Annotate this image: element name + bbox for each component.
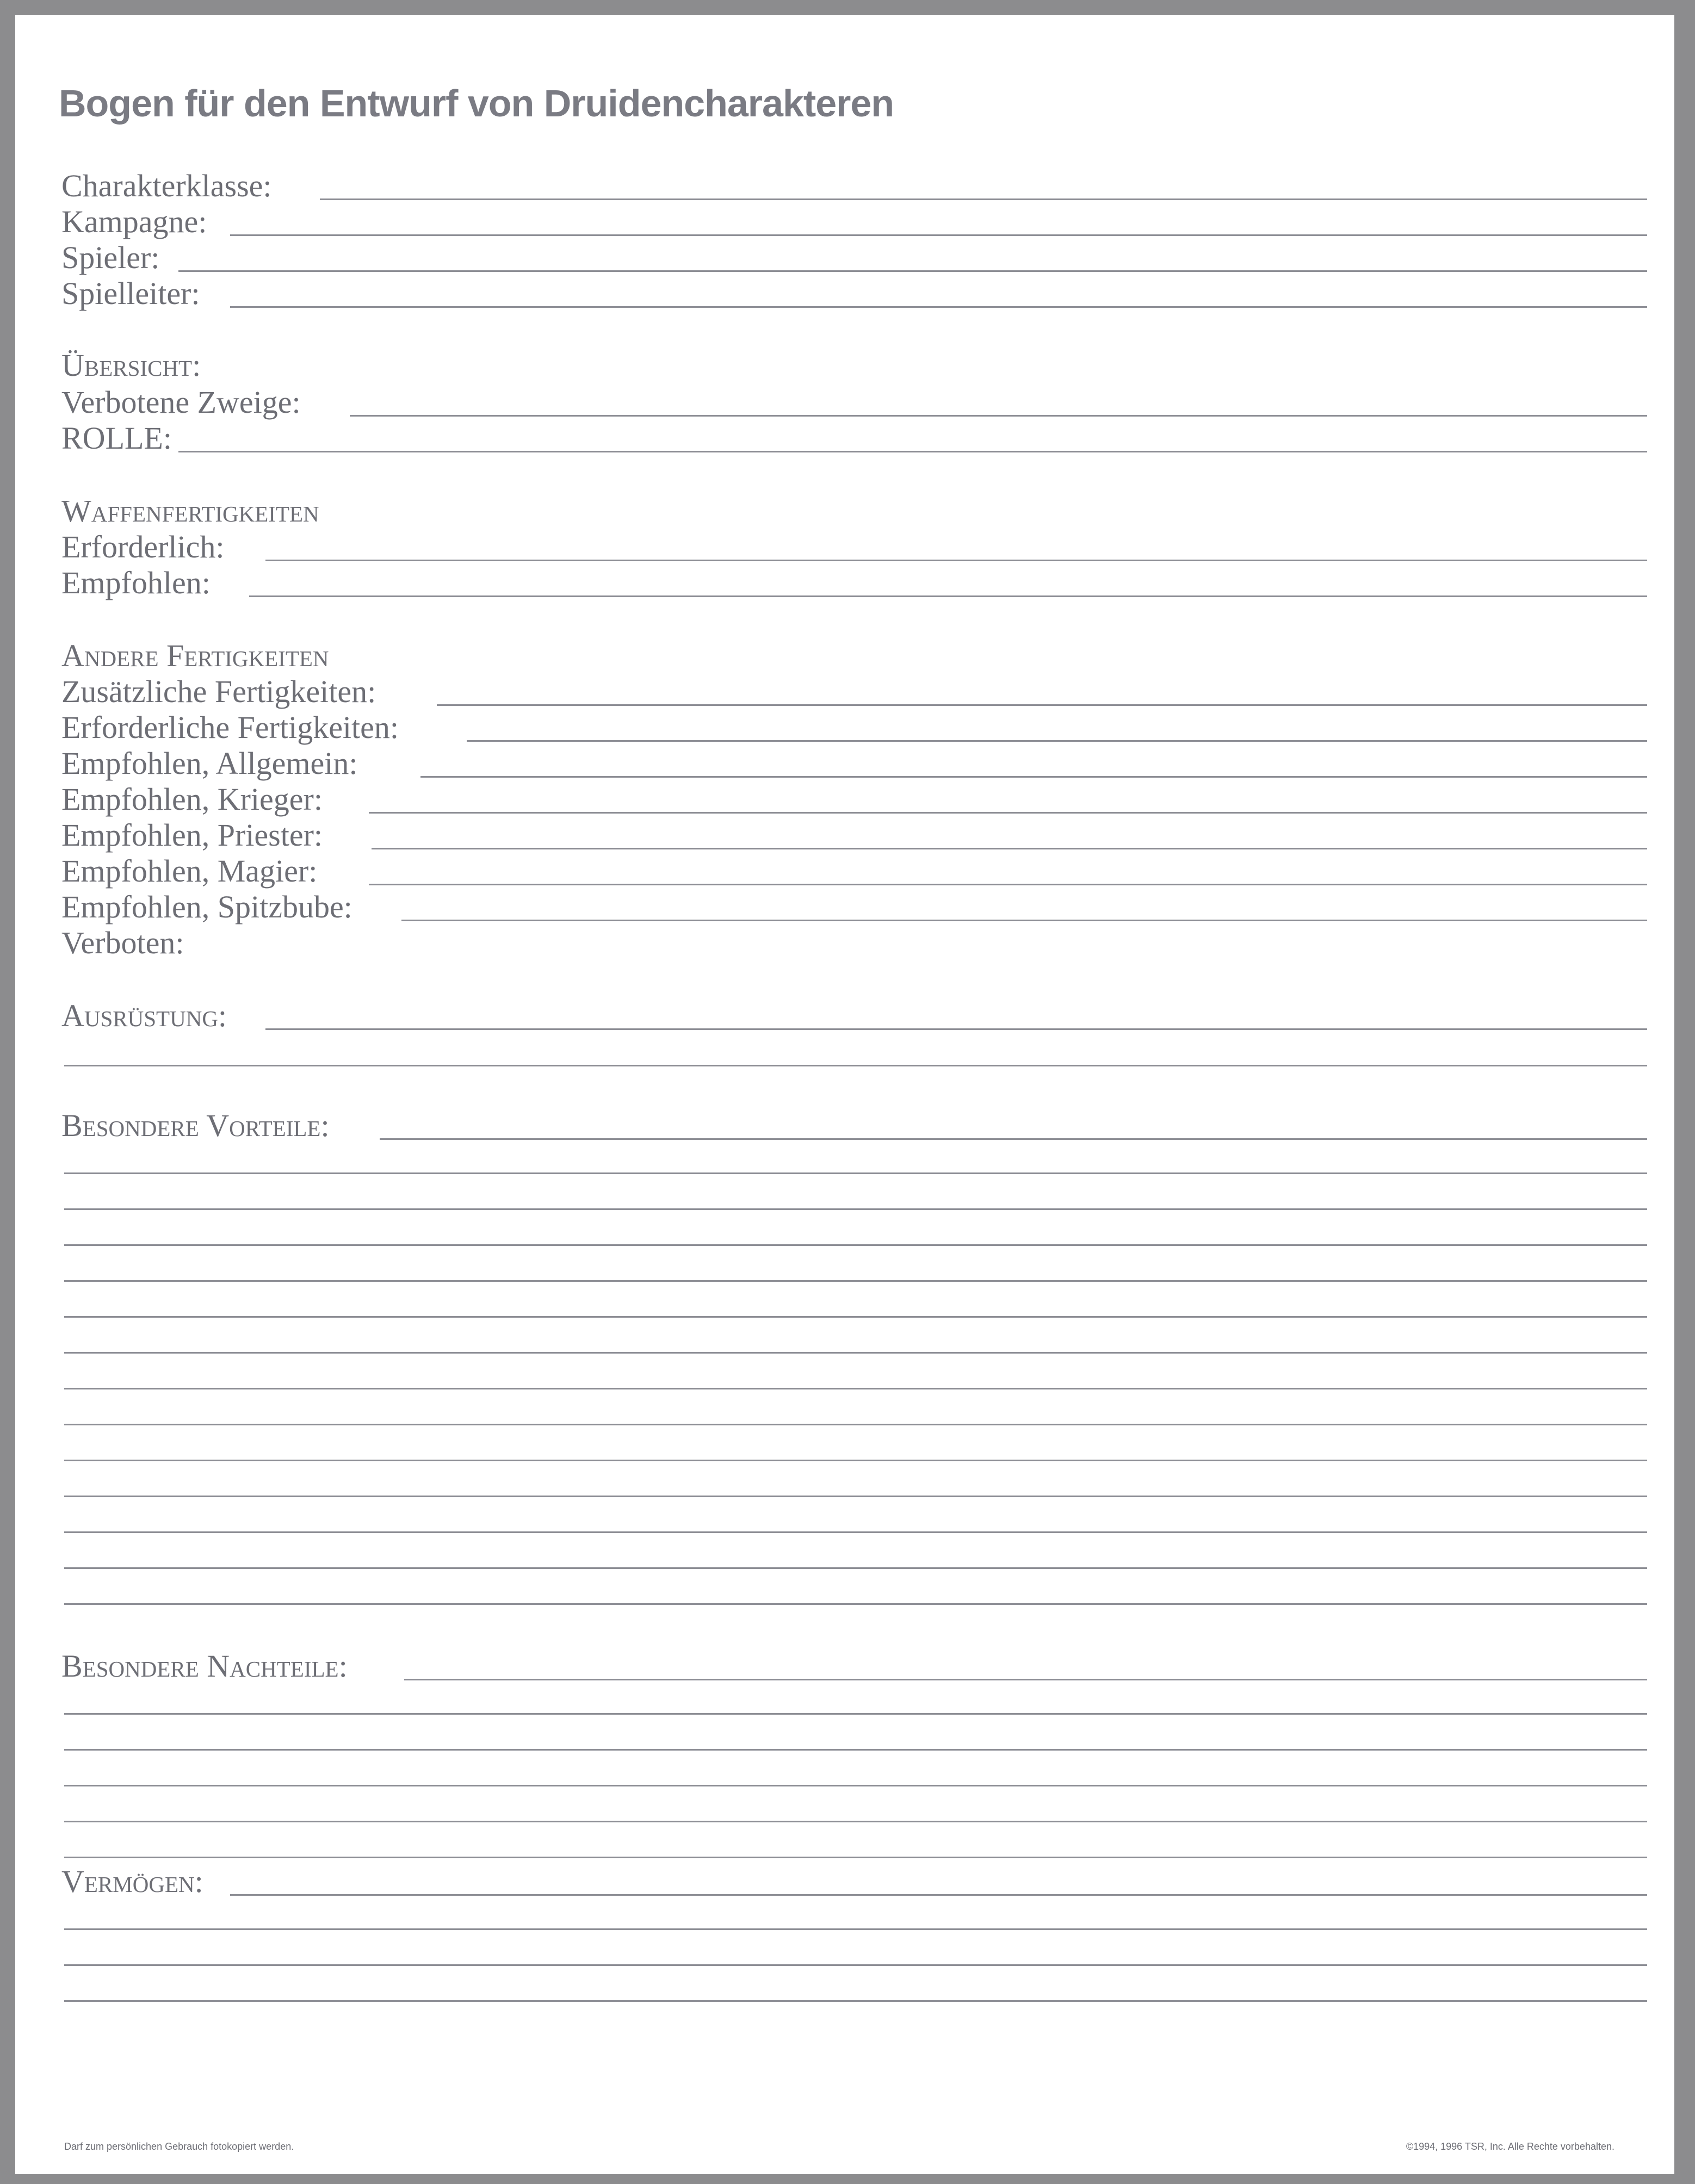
field-label: Erforderliche Fertigkeiten: — [61, 710, 402, 745]
field-weapon-required[interactable] — [61, 530, 1647, 564]
field-label: Verbotene Zweige: — [61, 385, 304, 420]
field-game-master[interactable] — [61, 276, 1647, 311]
field-label: Empfohlen: — [61, 566, 214, 600]
field-equipment[interactable] — [61, 998, 1647, 1033]
field-label: Besondere Vorteile: — [61, 1108, 333, 1143]
field-label: ROLLE: — [61, 421, 175, 456]
field-wealth[interactable] — [61, 1864, 1647, 1899]
field-forbidden-branches[interactable] — [61, 385, 1647, 420]
field-additional-skills[interactable] — [61, 674, 1647, 709]
field-rec-rogue[interactable] — [61, 890, 1647, 925]
field-special-benefits[interactable] — [61, 1108, 1647, 1143]
field-label: Spieler: — [61, 240, 163, 275]
field-player[interactable] — [61, 240, 1647, 275]
field-rec-warrior[interactable] — [61, 782, 1647, 817]
field-label: Charakterklasse: — [61, 169, 275, 203]
field-label: Kampagne: — [61, 204, 210, 239]
field-label: Verboten: — [61, 926, 188, 960]
field-forbidden[interactable] — [61, 926, 1647, 960]
page-title: Bogen für den Entwurf von Druidencharakteren — [59, 82, 894, 125]
field-required-skills[interactable] — [61, 710, 1647, 745]
field-special-hindrances[interactable] — [61, 1649, 1647, 1684]
footer-copyright: ©1994, 1996 TSR, Inc. Alle Rechte vorbehalten. — [1406, 2141, 1614, 2152]
field-label: Empfohlen, Magier: — [61, 854, 320, 889]
field-weapon-recommended[interactable] — [61, 566, 1647, 600]
section-heading-weapon-skills: Waffenfertigkeiten — [61, 493, 319, 529]
footer-photocopy-note: Darf zum persönlichen Gebrauch fotokopiert werden. — [64, 2141, 294, 2152]
field-campaign[interactable] — [61, 204, 1647, 239]
field-label: Vermögen: — [61, 1864, 207, 1899]
field-label: Empfohlen, Allgemein: — [61, 746, 361, 781]
field-label: Spielleiter: — [61, 276, 203, 311]
field-label: Empfohlen, Krieger: — [61, 782, 326, 817]
section-heading-overview: Übersicht: — [61, 348, 201, 383]
field-rec-priest[interactable] — [61, 818, 1647, 853]
field-label: Ausrüstung: — [61, 998, 230, 1033]
field-role[interactable] — [61, 421, 1647, 456]
section-heading-other-skills: Andere Fertigkeiten — [61, 638, 329, 673]
field-rec-mage[interactable] — [61, 854, 1647, 889]
field-label: Empfohlen, Priester: — [61, 818, 326, 853]
field-label: Empfohlen, Spitzbube: — [61, 890, 356, 925]
field-character-class[interactable] — [61, 169, 1647, 203]
field-label: Besondere Nachteile: — [61, 1649, 351, 1684]
field-label: Zusätzliche Fertigkeiten: — [61, 674, 379, 709]
form-sheet — [15, 15, 1674, 2174]
field-rec-general[interactable] — [61, 746, 1647, 781]
field-label: Erforderlich: — [61, 530, 228, 564]
